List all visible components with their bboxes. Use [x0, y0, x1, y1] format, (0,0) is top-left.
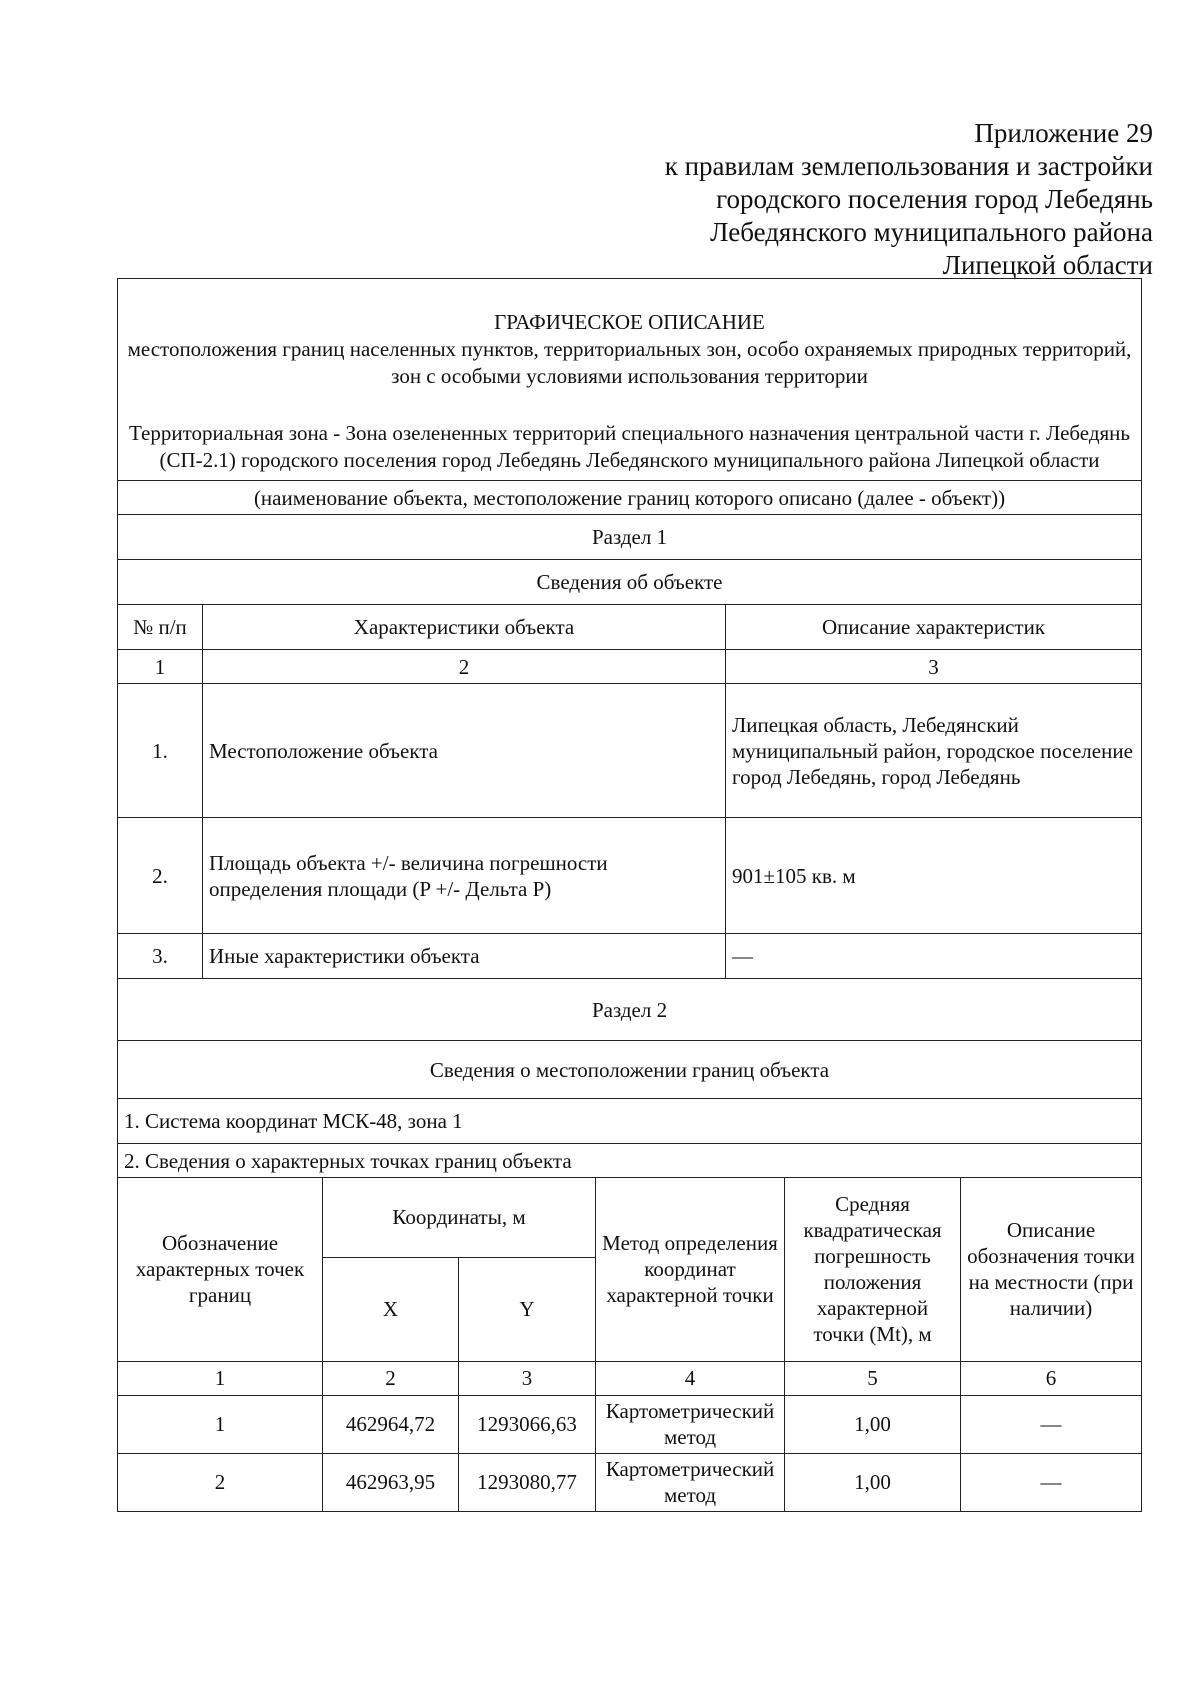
row-number: 3.: [118, 934, 203, 979]
section1-table: [117, 278, 1142, 1178]
point-x: 462964,72: [323, 1395, 459, 1453]
column-number: 3: [726, 650, 1142, 684]
point-y: 1293080,77: [459, 1453, 596, 1511]
table-row: [118, 818, 1142, 934]
column-number: 3: [459, 1361, 596, 1395]
point-description: —: [961, 1395, 1142, 1453]
point-error: 1,00: [785, 1453, 961, 1511]
column-header: Характеристики объекта: [203, 605, 726, 650]
section1-title: Раздел 1: [118, 515, 1142, 560]
characteristic-name: Иные характеристики объекта: [203, 934, 726, 979]
table-row: [118, 934, 1142, 979]
column-header-y: Y: [459, 1257, 596, 1361]
column-number: 1: [118, 650, 203, 684]
point-description: —: [961, 1453, 1142, 1511]
point-method: Картометрический метод: [596, 1395, 785, 1453]
description-header: [118, 279, 1142, 481]
column-header: № п/п: [118, 605, 203, 650]
column-header-error: Средняя квадратическая погрешность положения характерной точки (Mt), м: [785, 1177, 961, 1361]
coordinate-system: 1. Система координат МСК-48, зона 1: [118, 1099, 1142, 1144]
column-number: 2: [203, 650, 726, 684]
column-number: 5: [785, 1361, 961, 1395]
point-id: 1: [118, 1395, 323, 1453]
table-row: [118, 1453, 1142, 1511]
column-header-method: Метод определения координат характерной точки: [596, 1177, 785, 1361]
point-method: Картометрический метод: [596, 1453, 785, 1511]
column-number: 6: [961, 1361, 1142, 1395]
row-number: 2.: [118, 818, 203, 934]
column-header: Описание характеристик: [726, 605, 1142, 650]
column-header-description: Описание обозначения точки на местности (при наличии): [961, 1177, 1142, 1361]
characteristic-name: Площадь объекта +/- величина погрешности определения площади (P +/- Дельта P): [203, 818, 726, 934]
table-row: [118, 684, 1142, 818]
characteristic-name: Местоположение объекта: [203, 684, 726, 818]
section2-subtitle: Сведения о местоположении границ объекта: [118, 1041, 1142, 1099]
point-x: 462963,95: [323, 1453, 459, 1511]
row-number: 1.: [118, 684, 203, 818]
appendix-line: Лебедянского муниципального района: [710, 217, 1153, 247]
appendix-line: к правилам землепользования и застройки: [664, 151, 1153, 181]
point-error: 1,00: [785, 1395, 961, 1453]
document-title: ГРАФИЧЕСКОЕ ОПИСАНИЕ: [494, 310, 765, 334]
document-subtitle: местоположения границ населенных пунктов, территориальных зон, особо охраняемых природных территорий, зон с особыми условиями использования территории: [127, 337, 1132, 388]
section2-title: Раздел 2: [118, 979, 1142, 1041]
column-header-coords: Координаты, м: [323, 1177, 596, 1257]
column-number: 4: [596, 1361, 785, 1395]
column-header-designation: Обозначение характерных точек границ: [118, 1177, 323, 1361]
point-id: 2: [118, 1453, 323, 1511]
characteristic-value: Липецкая область, Лебедянский муниципальный район, городское поселение город Лебедянь, город Лебедянь: [726, 684, 1142, 818]
document-box: [117, 278, 1141, 1512]
points-table: [117, 1177, 1142, 1512]
appendix-line: Липецкой области: [942, 250, 1153, 280]
appendix-line: Приложение 29: [974, 118, 1153, 148]
column-number: 1: [118, 1361, 323, 1395]
point-y: 1293066,63: [459, 1395, 596, 1453]
characteristic-value: —: [726, 934, 1142, 979]
appendix-header: [453, 117, 1153, 282]
object-note: (наименование объекта, местоположение границ которого описано (далее - объект)): [118, 481, 1142, 515]
appendix-line: городского поселения город Лебедянь: [716, 184, 1153, 214]
table-row: [118, 1395, 1142, 1453]
characteristic-value: 901±105 кв. м: [726, 818, 1142, 934]
points-title: 2. Сведения о характерных точках границ объекта: [118, 1144, 1142, 1178]
column-header-x: X: [323, 1257, 459, 1361]
zone-name: Территориальная зона - Зона озелененных территорий специального назначения центральной части г. Лебедянь (СП-2.1) городского поселения город Лебедянь Лебедянского муниципального района Липецкой области: [129, 421, 1131, 472]
section1-subtitle: Сведения об объекте: [118, 560, 1142, 605]
column-number: 2: [323, 1361, 459, 1395]
